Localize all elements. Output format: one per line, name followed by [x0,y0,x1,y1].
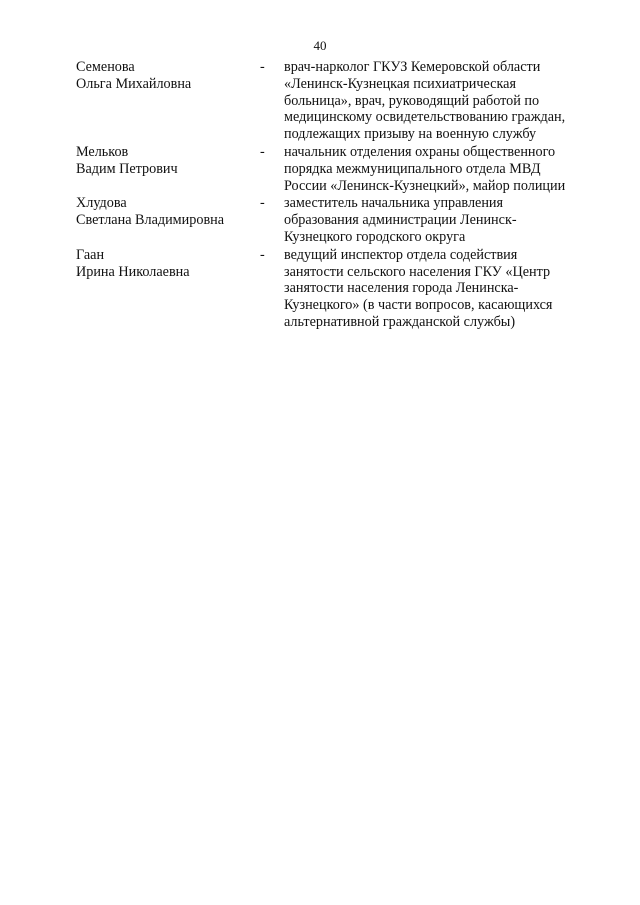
person-name [76,144,260,178]
role-line: заместитель начальника управления [284,195,504,212]
person-role [284,195,596,245]
person-name [76,59,260,93]
member-list [76,59,596,331]
person-given-names: Ирина Николаевна [76,263,190,280]
list-item [76,247,596,331]
person-surname: Хлудова [76,195,127,212]
person-name [76,247,260,281]
separator-dash: - [260,246,265,263]
role-line: Кузнецкого городского округа [284,228,466,245]
role-line: ведущий инспектор отдела содействия [284,246,518,263]
person-surname: Семенова [76,59,135,75]
role-line: Кузнецкого» (в части вопросов, касающихся [284,297,553,314]
person-name [76,195,260,229]
separator-dash: - [260,195,265,212]
role-line: занятости населения города Ленинска- [284,280,519,297]
person-surname: Гаан [76,246,105,263]
person-role [284,247,596,331]
list-item [76,144,596,194]
person-given-names: Ольга Михайловна [76,75,192,92]
person-given-names: Вадим Петрович [76,160,178,177]
list-item [76,59,596,143]
role-line: занятости сельского населения ГКУ «Центр [284,263,551,280]
role-line: «Ленинск-Кузнецкая психиатрическая [284,75,516,92]
person-given-names: Светлана Владимировна [76,212,225,229]
page-number: 40 [313,38,327,53]
list-item [76,195,596,245]
role-line: врач-нарколог ГКУЗ Кемеровской области [284,59,541,75]
person-surname: Мельков [76,143,129,160]
role-line: порядка межмуниципального отдела МВД [284,160,541,177]
role-line: альтернативной гражданской службы) [284,313,516,330]
role-line: медицинскому освидетельствованию граждан, [284,109,566,126]
person-role [284,144,596,194]
role-line: России «Ленинск-Кузнецкий», майор полиции [284,177,566,194]
person-role [284,59,596,143]
role-line: начальник отделения охраны общественного [284,143,556,160]
role-line: подлежащих призыву на военную службу [284,126,537,143]
role-line: больница», врач, руководящий работой по [284,92,540,109]
role-line: образования администрации Ленинск- [284,212,517,229]
separator-dash: - [260,59,265,75]
separator-dash: - [260,143,265,160]
